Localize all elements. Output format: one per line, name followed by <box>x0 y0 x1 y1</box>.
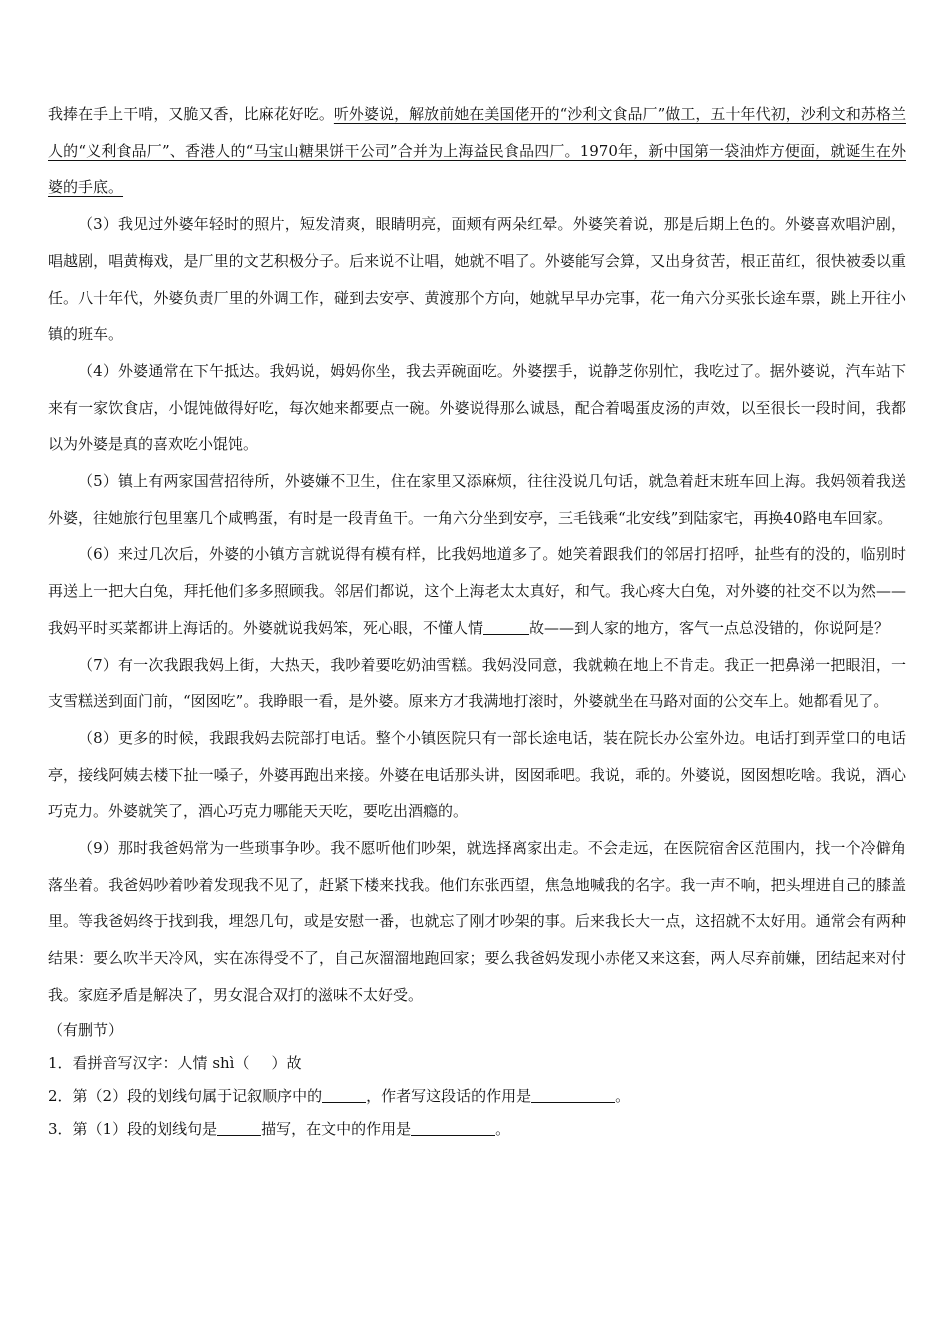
question-2-suffix: 。 <box>615 1086 631 1105</box>
question-3 <box>48 1113 906 1146</box>
underlined-sentence: 听外婆说，解放前她在美国佬开的“沙利文食品厂”做工，五十年代初，沙利文和苏格兰人的“义利食品厂”、香港人的“马宝山糖果饼干公司”合并为上海益民食品四厂。1970年，新中国第一袋油炸方便面，就诞生在外婆的手底。 <box>48 105 906 197</box>
article-page <box>48 96 906 1146</box>
answer-blank[interactable] <box>322 1087 366 1103</box>
answer-blank[interactable] <box>411 1120 495 1136</box>
paragraph-intro <box>48 96 906 206</box>
paragraph-8: （8）更多的时候，我跟我妈去院部打电话。整个小镇医院只有一部长途电话，装在院长办公室外边。电话打到弄堂口的电话亭，接线阿姨去楼下扯一嗓子，外婆再跑出来接。外婆在电话那头讲，囡囡乖吧。我说，乖的。外婆说，囡囡想吃啥。我说，酒心巧克力。外婆就笑了，酒心巧克力哪能天天吃，要吃出酒瘾的。 <box>48 728 906 821</box>
paragraph-9: （9）那时我爸妈常为一些琐事争吵。我不愿听他们吵架，就选择离家出走。不会走远，在医院宿舍区范围内，找一个冷僻角落坐着。我爸妈吵着吵着发现我不见了，赶紧下楼来找我。他们东张西望，焦急地喊我的名字。我一声不响，把头埋进自己的膝盖里。等我爸妈终于找到我，埋怨几句，或是安慰一番，也就忘了刚才吵架的事。后来我长大一点，这招就不太好用。通常会有两种结果：要么吹半天冷风，实在冻得受不了，自己灰溜溜地跑回家；要么我爸妈发现小赤佬又来这套，两人尽弃前嫌，团结起来对付我。家庭矛盾是解决了，男女混合双打的滋味不太好受。 <box>48 839 906 1004</box>
answer-blank[interactable] <box>531 1087 615 1103</box>
paragraph-6-text-after: 故——到人家的地方，客气一点总没错的，你说阿是？ <box>529 618 890 637</box>
question-2-prefix: 2．第（2）段的划线句属于记叙顺序中的 <box>48 1086 323 1105</box>
question-1-prefix: 1．看拼音写汉字：人情 shì（ <box>48 1053 250 1072</box>
abridged-note: （有删节） <box>48 1020 124 1039</box>
answer-blank[interactable] <box>217 1120 261 1136</box>
fill-blank[interactable] <box>483 619 529 635</box>
paragraph-4: （4）外婆通常在下午抵达。我妈说，姆妈你坐，我去弄碗面吃。外婆摆手，说静芝你别忙，我吃过了。据外婆说，汽车站下来有一家饮食店，小馄饨做得好吃，每次她来都要点一碗。外婆说得那么诚恳，配合着喝蛋皮汤的声效，以至很长一段时间，我都以为外婆是真的喜欢吃小馄饨。 <box>48 361 906 454</box>
question-2-middle: ，作者写这段话的作用是 <box>366 1086 532 1105</box>
question-1 <box>48 1047 906 1080</box>
paragraph-7: （7）有一次我跟我妈上街，大热天，我吵着要吃奶油雪糕。我妈没同意，我就赖在地上不肯走。我正一把鼻涕一把眼泪，一支雪糕送到面门前，“囡囡吃”。我睁眼一看，是外婆。原来方才我满地打滚时，外婆就坐在马路对面的公交车上。她都看见了。 <box>48 655 906 711</box>
question-1-suffix: ）故 <box>271 1053 302 1072</box>
paragraph-5: （5）镇上有两家国营招待所，外婆嫌不卫生，住在家里又添麻烦，往往没说几句话，就急着赶末班车回上海。我妈领着我送外婆，往她旅行包里塞几个咸鸭蛋，有时是一段青鱼干。一角六分坐到安亭，三毛钱乘“北安线”到陆家宅，再换40路电车回家。 <box>48 472 906 527</box>
question-3-suffix: 。 <box>495 1119 511 1138</box>
paragraph-3: （3）我见过外婆年轻时的照片，短发清爽，眼睛明亮，面颊有两朵红晕。外婆笑着说，那是后期上色的。外婆喜欢唱沪剧，唱越剧，唱黄梅戏，是厂里的文艺积极分子。后来说不让唱，她就不唱了。外婆能写会算，又出身贫苦，根正苗红，很快被委以重任。八十年代，外婆负责厂里的外调工作，碰到去安亭、黄渡那个方向，她就早早办完事，花一角六分买张长途车票，跳上开往小镇的班车。 <box>48 215 906 344</box>
question-3-prefix: 3．第（1）段的划线句是 <box>48 1119 218 1138</box>
paragraph-intro-text: 我捧在手上干啃，又脆又香，比麻花好吃。 <box>48 105 334 123</box>
question-2 <box>48 1080 906 1113</box>
paragraph-6 <box>48 536 906 646</box>
paragraph-6-text-before: （6）来过几次后，外婆的小镇方言就说得有模有样，比我妈地道多了。她笑着跟我们的邻居打招呼，扯些有的没的，临别时再送上一把大白兔，拜托他们多多照顾我。邻居们都说，这个上海老太太真好，和气。我心疼大白兔，对外婆的社交不以为然——我妈平时买菜都讲上海话的。外婆就说我妈笨，死心眼，不懂人情 <box>48 545 906 637</box>
question-3-middle: 描写，在文中的作用是 <box>261 1119 412 1138</box>
